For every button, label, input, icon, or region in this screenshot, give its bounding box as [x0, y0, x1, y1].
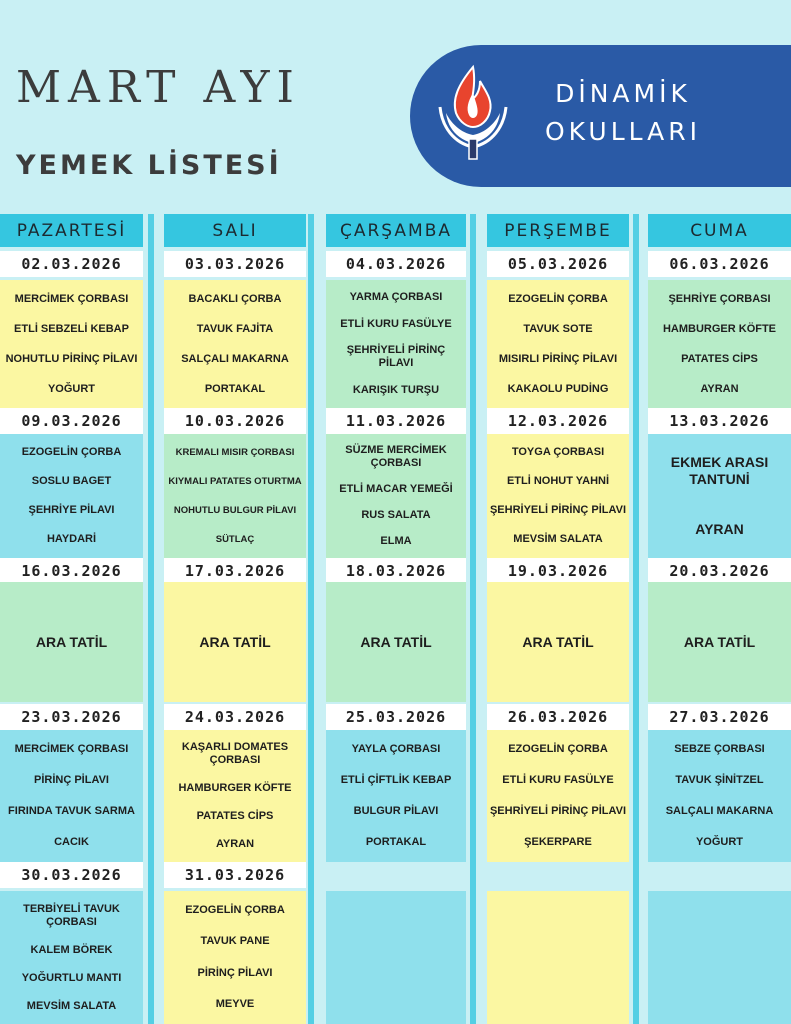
- menu-cell: [487, 280, 629, 408]
- menu-item: NOHUTLU BULGUR PİLAVI: [173, 505, 297, 516]
- menu-item: TAVUK SOTE: [523, 322, 593, 335]
- menu-item: ETLİ KURU FASÜLYE: [502, 774, 614, 786]
- column-divider: [308, 214, 314, 1024]
- menu-item: AYRAN: [215, 837, 255, 850]
- date-cell: 31.03.2026: [164, 862, 306, 888]
- date-cell: 05.03.2026: [487, 251, 629, 277]
- menu-item: PATATES CİPS: [196, 809, 274, 822]
- menu-cell: [164, 434, 306, 558]
- menu-item: EZOGELİN ÇORBA: [508, 743, 608, 755]
- menu-cell: [648, 730, 791, 862]
- menu-item: PATATES CİPS: [681, 352, 758, 365]
- menu-cell: [164, 891, 306, 1024]
- date-cell: 20.03.2026: [648, 558, 791, 584]
- menu-item: KALEM BÖREK: [30, 943, 113, 956]
- menu-item: HAMBURGER KÖFTE: [178, 782, 292, 795]
- menu-item: SÜZME MERCİMEK ÇORBASI: [345, 444, 447, 470]
- menu-item: TOYGA ÇORBASI: [511, 446, 605, 458]
- menu-cell: [326, 434, 466, 558]
- menu-item: MEVSİM SALATA: [26, 999, 117, 1012]
- menu-item: HAYDARİ: [46, 533, 97, 545]
- date-cell: 10.03.2026: [164, 408, 306, 434]
- menu-cell: [164, 582, 306, 702]
- menu-item: YAYLA ÇORBASI: [351, 743, 441, 755]
- menu-item: EZOGELİN ÇORBA: [21, 446, 122, 458]
- menu-item: HAMBURGER KÖFTE: [662, 322, 777, 335]
- date-cell: 02.03.2026: [0, 251, 143, 277]
- menu-item: PORTAKAL: [204, 382, 266, 395]
- menu-cell: [0, 582, 143, 702]
- menu-cell: [326, 730, 466, 862]
- menu-item: FIRINDA TAVUK SARMA: [8, 805, 135, 817]
- menu-item: ŞEKERPARE: [524, 836, 592, 848]
- date-cell: [326, 862, 466, 888]
- date-cell: 04.03.2026: [326, 251, 466, 277]
- menu-item: EKMEK ARASI TANTUNİ: [670, 454, 769, 488]
- date-cell: 19.03.2026: [487, 558, 629, 584]
- menu-cell: [0, 280, 143, 408]
- date-cell: 17.03.2026: [164, 558, 306, 584]
- date-cell: 03.03.2026: [164, 251, 306, 277]
- day-header: PERŞEMBE: [487, 214, 629, 247]
- menu-item: YOĞURTLU MANTI: [21, 971, 122, 984]
- menu-cell: [326, 280, 466, 408]
- menu-cell: [326, 891, 466, 1024]
- date-cell: 11.03.2026: [326, 408, 466, 434]
- menu-item: EZOGELİN ÇORBA: [185, 904, 285, 917]
- date-cell: 06.03.2026: [648, 251, 791, 277]
- menu-item: ETLİ SEBZELİ KEBAP: [14, 322, 129, 335]
- date-cell: 24.03.2026: [164, 704, 306, 730]
- menu-item: SÜTLAÇ: [215, 534, 255, 545]
- menu-item: AYRAN: [695, 520, 744, 537]
- menu-item: NOHUTLU PİRİNÇ PİLAVI: [5, 352, 138, 365]
- date-cell: 25.03.2026: [326, 704, 466, 730]
- date-cell: 12.03.2026: [487, 408, 629, 434]
- day-header: PAZARTESİ: [0, 214, 143, 247]
- menu-cell: [0, 434, 143, 558]
- menu-item: BULGUR PİLAVI: [353, 805, 439, 817]
- holiday-label: ARA TATİL: [199, 634, 271, 650]
- menu-item: ŞEHRİYELİ PİRİNÇ PİLAVI: [489, 504, 627, 516]
- menu-item: PORTAKAL: [365, 836, 427, 848]
- day-header: CUMA: [648, 214, 791, 247]
- menu-item: KREMALI MISIR ÇORBASI: [175, 447, 295, 458]
- holiday-label: ARA TATİL: [683, 634, 756, 650]
- column-divider: [470, 214, 476, 1024]
- menu-cell: [487, 730, 629, 862]
- menu-item: KAŞARLI DOMATES ÇORBASI: [181, 741, 289, 767]
- menu-item: TERBİYELİ TAVUK ÇORBASI: [23, 902, 120, 928]
- menu-cell: [648, 582, 791, 702]
- menu-item: ŞEHRİYE PİLAVI: [28, 504, 115, 516]
- menu-item: ELMA: [380, 534, 412, 547]
- menu-cell: [648, 891, 791, 1024]
- menu-item: MEYVE: [215, 997, 255, 1010]
- menu-item: TAVUK FAJİTA: [196, 322, 274, 335]
- menu-item: KIYMALI PATATES OTURTMA: [168, 476, 302, 487]
- menu-item: YARMA ÇORBASI: [349, 290, 443, 303]
- menu-item: YOĞURT: [695, 836, 744, 848]
- date-cell: [487, 862, 629, 888]
- menu-item: EZOGELİN ÇORBA: [508, 292, 608, 305]
- menu-item: MISIRLI PİRİNÇ PİLAVI: [498, 352, 618, 365]
- menu-cell: [487, 582, 629, 702]
- menu-item: SEBZE ÇORBASI: [674, 743, 765, 755]
- brand-line-1: DİNAMİK: [555, 79, 691, 108]
- menu-cell: [164, 730, 306, 862]
- menu-item: SALÇALI MAKARNA: [665, 805, 774, 817]
- page-title: MART AYI: [16, 62, 301, 113]
- menu-item: ETLİ MACAR YEMEĞİ: [339, 483, 453, 496]
- date-cell: 09.03.2026: [0, 408, 143, 434]
- brand-line-2: OKULLARI: [545, 117, 701, 146]
- menu-item: MEVSİM SALATA: [513, 533, 603, 545]
- menu-item: PİRİNÇ PİLAVI: [197, 966, 273, 979]
- menu-item: ETLİ NOHUT YAHNİ: [506, 475, 610, 487]
- menu-item: CACIK: [54, 836, 89, 848]
- date-cell: 23.03.2026: [0, 704, 143, 730]
- menu-item: PİRİNÇ PİLAVI: [34, 774, 109, 786]
- menu-item: MERCİMEK ÇORBASI: [14, 292, 129, 305]
- menu-cell: [648, 280, 791, 408]
- page-subtitle: YEMEK LİSTESİ: [16, 150, 282, 181]
- holiday-label: ARA TATİL: [35, 634, 108, 650]
- menu-item: ŞEHRİYELİ PİRİNÇ PİLAVI: [346, 344, 446, 370]
- menu-item: ETLİ KURU FASÜLYE: [340, 317, 452, 330]
- date-cell: 30.03.2026: [0, 862, 143, 888]
- date-cell: 16.03.2026: [0, 558, 143, 584]
- holiday-label: ARA TATİL: [522, 634, 594, 650]
- date-cell: 26.03.2026: [487, 704, 629, 730]
- menu-cell: [0, 891, 143, 1024]
- menu-item: RUS SALATA: [361, 508, 431, 521]
- menu-item: MERCİMEK ÇORBASI: [14, 743, 129, 755]
- date-cell: 13.03.2026: [648, 408, 791, 434]
- menu-item: ŞEHRİYELİ PİRİNÇ PİLAVI: [489, 805, 627, 817]
- menu-cell: [0, 730, 143, 862]
- menu-item: TAVUK PANE: [200, 935, 270, 948]
- menu-item: TAVUK ŞİNİTZEL: [675, 774, 764, 786]
- menu-item: BACAKLI ÇORBA: [188, 292, 282, 305]
- menu-item: KAKAOLU PUDİNG: [507, 382, 609, 395]
- menu-item: YOĞURT: [47, 382, 96, 395]
- menu-cell: [487, 891, 629, 1024]
- date-cell: 27.03.2026: [648, 704, 791, 730]
- column-divider: [148, 214, 154, 1024]
- menu-cell: [487, 434, 629, 558]
- menu-cell: [648, 434, 791, 558]
- menu-item: AYRAN: [700, 382, 739, 395]
- menu-cell: [164, 280, 306, 408]
- menu-cell: [326, 582, 466, 702]
- day-header: ÇARŞAMBA: [326, 214, 466, 247]
- menu-item: SALÇALI MAKARNA: [181, 352, 289, 365]
- menu-item: ŞEHRİYE ÇORBASI: [668, 292, 771, 305]
- date-cell: [648, 862, 791, 888]
- menu-item: SOSLU BAGET: [31, 475, 112, 487]
- menu-item: ETLİ ÇİFTLİK KEBAP: [340, 774, 452, 786]
- date-cell: 18.03.2026: [326, 558, 466, 584]
- column-divider: [633, 214, 639, 1024]
- menu-item: KARIŞIK TURŞU: [352, 384, 440, 397]
- holiday-label: ARA TATİL: [360, 634, 432, 650]
- day-header: SALI: [164, 214, 306, 247]
